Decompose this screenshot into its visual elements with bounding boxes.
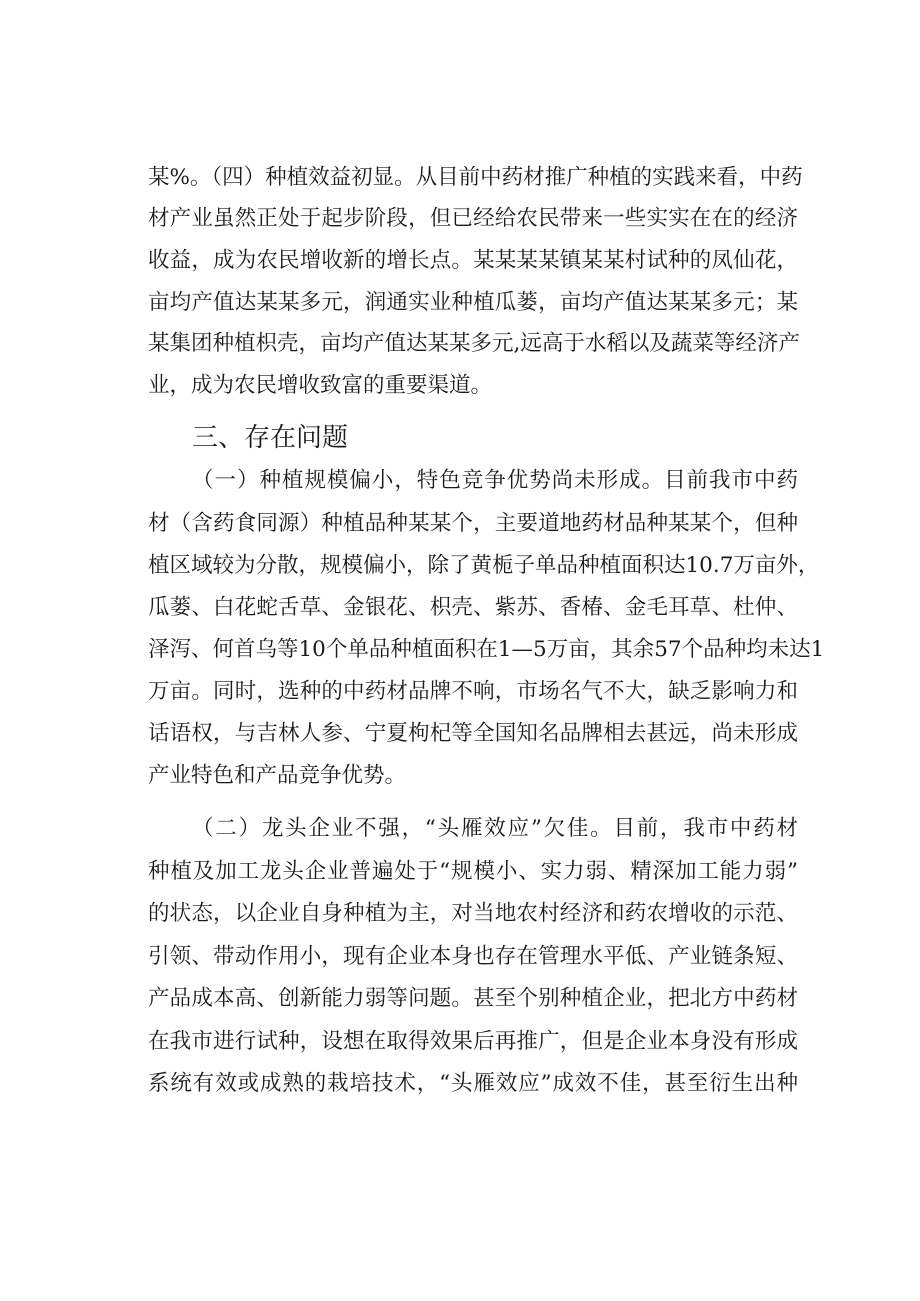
paragraph-line: 种植及加工龙头企业普遍处于“规模小、实力弱、精深加工能力弱” xyxy=(148,859,798,884)
paragraph-line: 某%。（四）种植效益初显。从目前中药材推广种植的实践来看，中药 xyxy=(148,165,803,190)
paragraph-line: 系统有效或成熟的栽培技术，“头雁效应”成效不佳，甚至衍生出种 xyxy=(148,1071,798,1096)
paragraph-line: 万亩。同时，选种的中药材品牌不响，市场名气不大，缺乏影响力和 xyxy=(148,679,798,704)
paragraph-line: 业，成为农民增收致富的重要渠道。 xyxy=(148,373,493,398)
paragraph-line: 产品成本高、创新能力弱等问题。甚至个别种植企业，把北方中药材 xyxy=(148,986,798,1011)
paragraph-line: 材产业虽然正处于起步阶段，但已经给农民带来一些实实在在的经济 xyxy=(148,206,798,231)
paragraph-line: （一）种植规模偏小，特色竞争优势尚未形成。目前我市中药 xyxy=(192,468,798,493)
paragraph-line: 产业特色和产品竞争优势。 xyxy=(148,763,407,788)
paragraph-line: 在我市进行试种，设想在取得效果后再推广，但是企业本身没有形成 xyxy=(148,1029,798,1054)
paragraph-line: 收益，成为农民增收新的增长点。某某某某镇某某村试种的凤仙花， xyxy=(148,248,798,273)
paragraph-line: 引领、带动作用小，现有企业本身也存在管理水平低、产业链条短、 xyxy=(148,944,798,969)
paragraph-line: 泽泻、何首乌等10个单品种植面积在1—5万亩，其余57个品种均未达1 xyxy=(148,637,825,662)
paragraph-line: 亩均产值达某某多元，润通实业种植瓜蒌，亩均产值达某某多元；某 xyxy=(148,290,798,315)
paragraph-line: 植区域较为分散，规模偏小，除了黄栀子单品种植面积达10.7万亩外， xyxy=(148,553,820,578)
paragraph-line: 的状态，以企业自身种植为主，对当地农村经济和药农增收的示范、 xyxy=(148,901,798,926)
section-heading: 三、存在问题 xyxy=(192,423,349,453)
paragraph-line: 话语权，与吉林人参、宁夏枸杞等全国知名品牌相去甚远，尚未形成 xyxy=(148,721,798,746)
paragraph-line: 某集团种植枳壳，亩均产值达某某多元,远高于水稻以及蔬菜等经济产 xyxy=(148,331,800,356)
paragraph-line: 瓜蒌、白花蛇舌草、金银花、枳壳、紫苏、香椿、金毛耳草、杜仲、 xyxy=(148,595,798,620)
paragraph-line: （二）龙头企业不强，“头雁效应”欠佳。目前，我市中药材 xyxy=(192,816,798,841)
paragraph-line: 材（含药食同源）种植品种某某个，主要道地药材品种某某个，但种 xyxy=(148,511,798,536)
